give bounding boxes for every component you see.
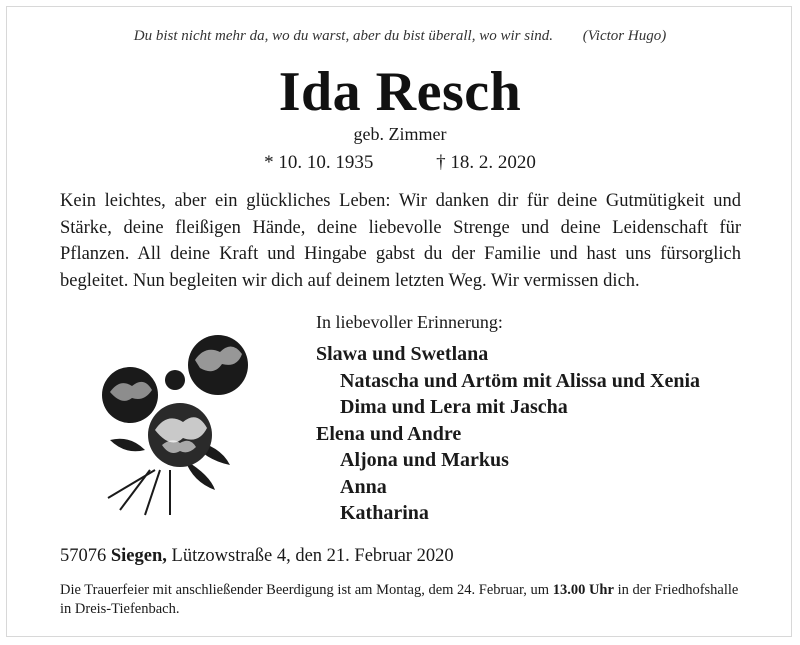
birth-name: geb. Zimmer	[353, 124, 447, 144]
mourner-line: Dima und Lera mit Jascha	[340, 396, 568, 418]
epigraph	[0, 28, 800, 45]
postal-code: 57076	[60, 546, 107, 566]
deceased-name: Ida Resch	[278, 61, 522, 123]
funeral-note-location: in der Friedhofshalle in Dreis-Tiefenbach.	[60, 582, 739, 617]
birth-date: * 10. 10. 1935	[264, 152, 374, 173]
quote-author: (Victor Hugo)	[582, 28, 667, 44]
address-line	[60, 546, 454, 567]
mourner-line: Slawa und Swetlana	[316, 343, 489, 365]
mourner-line: Katharina	[340, 502, 429, 524]
funeral-time: 13.00 Uhr	[552, 582, 614, 598]
mourner-list	[316, 341, 700, 527]
funeral-note-text: Die Trauerfeier mit anschließender Beerdigung ist am Montag, dem 24. Februar, um	[60, 582, 550, 598]
funeral-note	[60, 581, 742, 618]
carnation-bouquet-icon	[90, 320, 260, 520]
address-rest: Lützowstraße 4, den 21. Februar 2020	[171, 546, 454, 566]
mourner-line: Aljona und Markus	[340, 449, 509, 471]
mourner-line: Elena und Andre	[316, 422, 462, 445]
death-date: † 18. 2. 2020	[436, 152, 536, 173]
memory-intro: In liebevoller Erinnerung:	[316, 312, 503, 332]
memorial-message: Kein leichtes, aber ein glückliches Leben: Wir danken dir für deine Gutmütigkeit und Stärke, deine fleißigen Hände, deine liebevolle Strenge und deine Leidenschaft für Pflanzen. All deine Kraft und Hingabe gabst du der Familie und hast uns fürsorglich begleitet. Nun begleiten wir dich auf deinem letzten Weg. Wir vermissen dich.	[60, 191, 741, 291]
quote-text: Du bist nicht mehr da, wo du warst, aber du bist überall, wo wir sind.	[133, 28, 553, 44]
mourner-line: Natascha und Artöm mit Alissa und Xenia	[340, 369, 701, 392]
life-dates	[0, 152, 800, 174]
mourner-line: Anna	[340, 475, 387, 498]
city: Siegen,	[110, 546, 167, 566]
